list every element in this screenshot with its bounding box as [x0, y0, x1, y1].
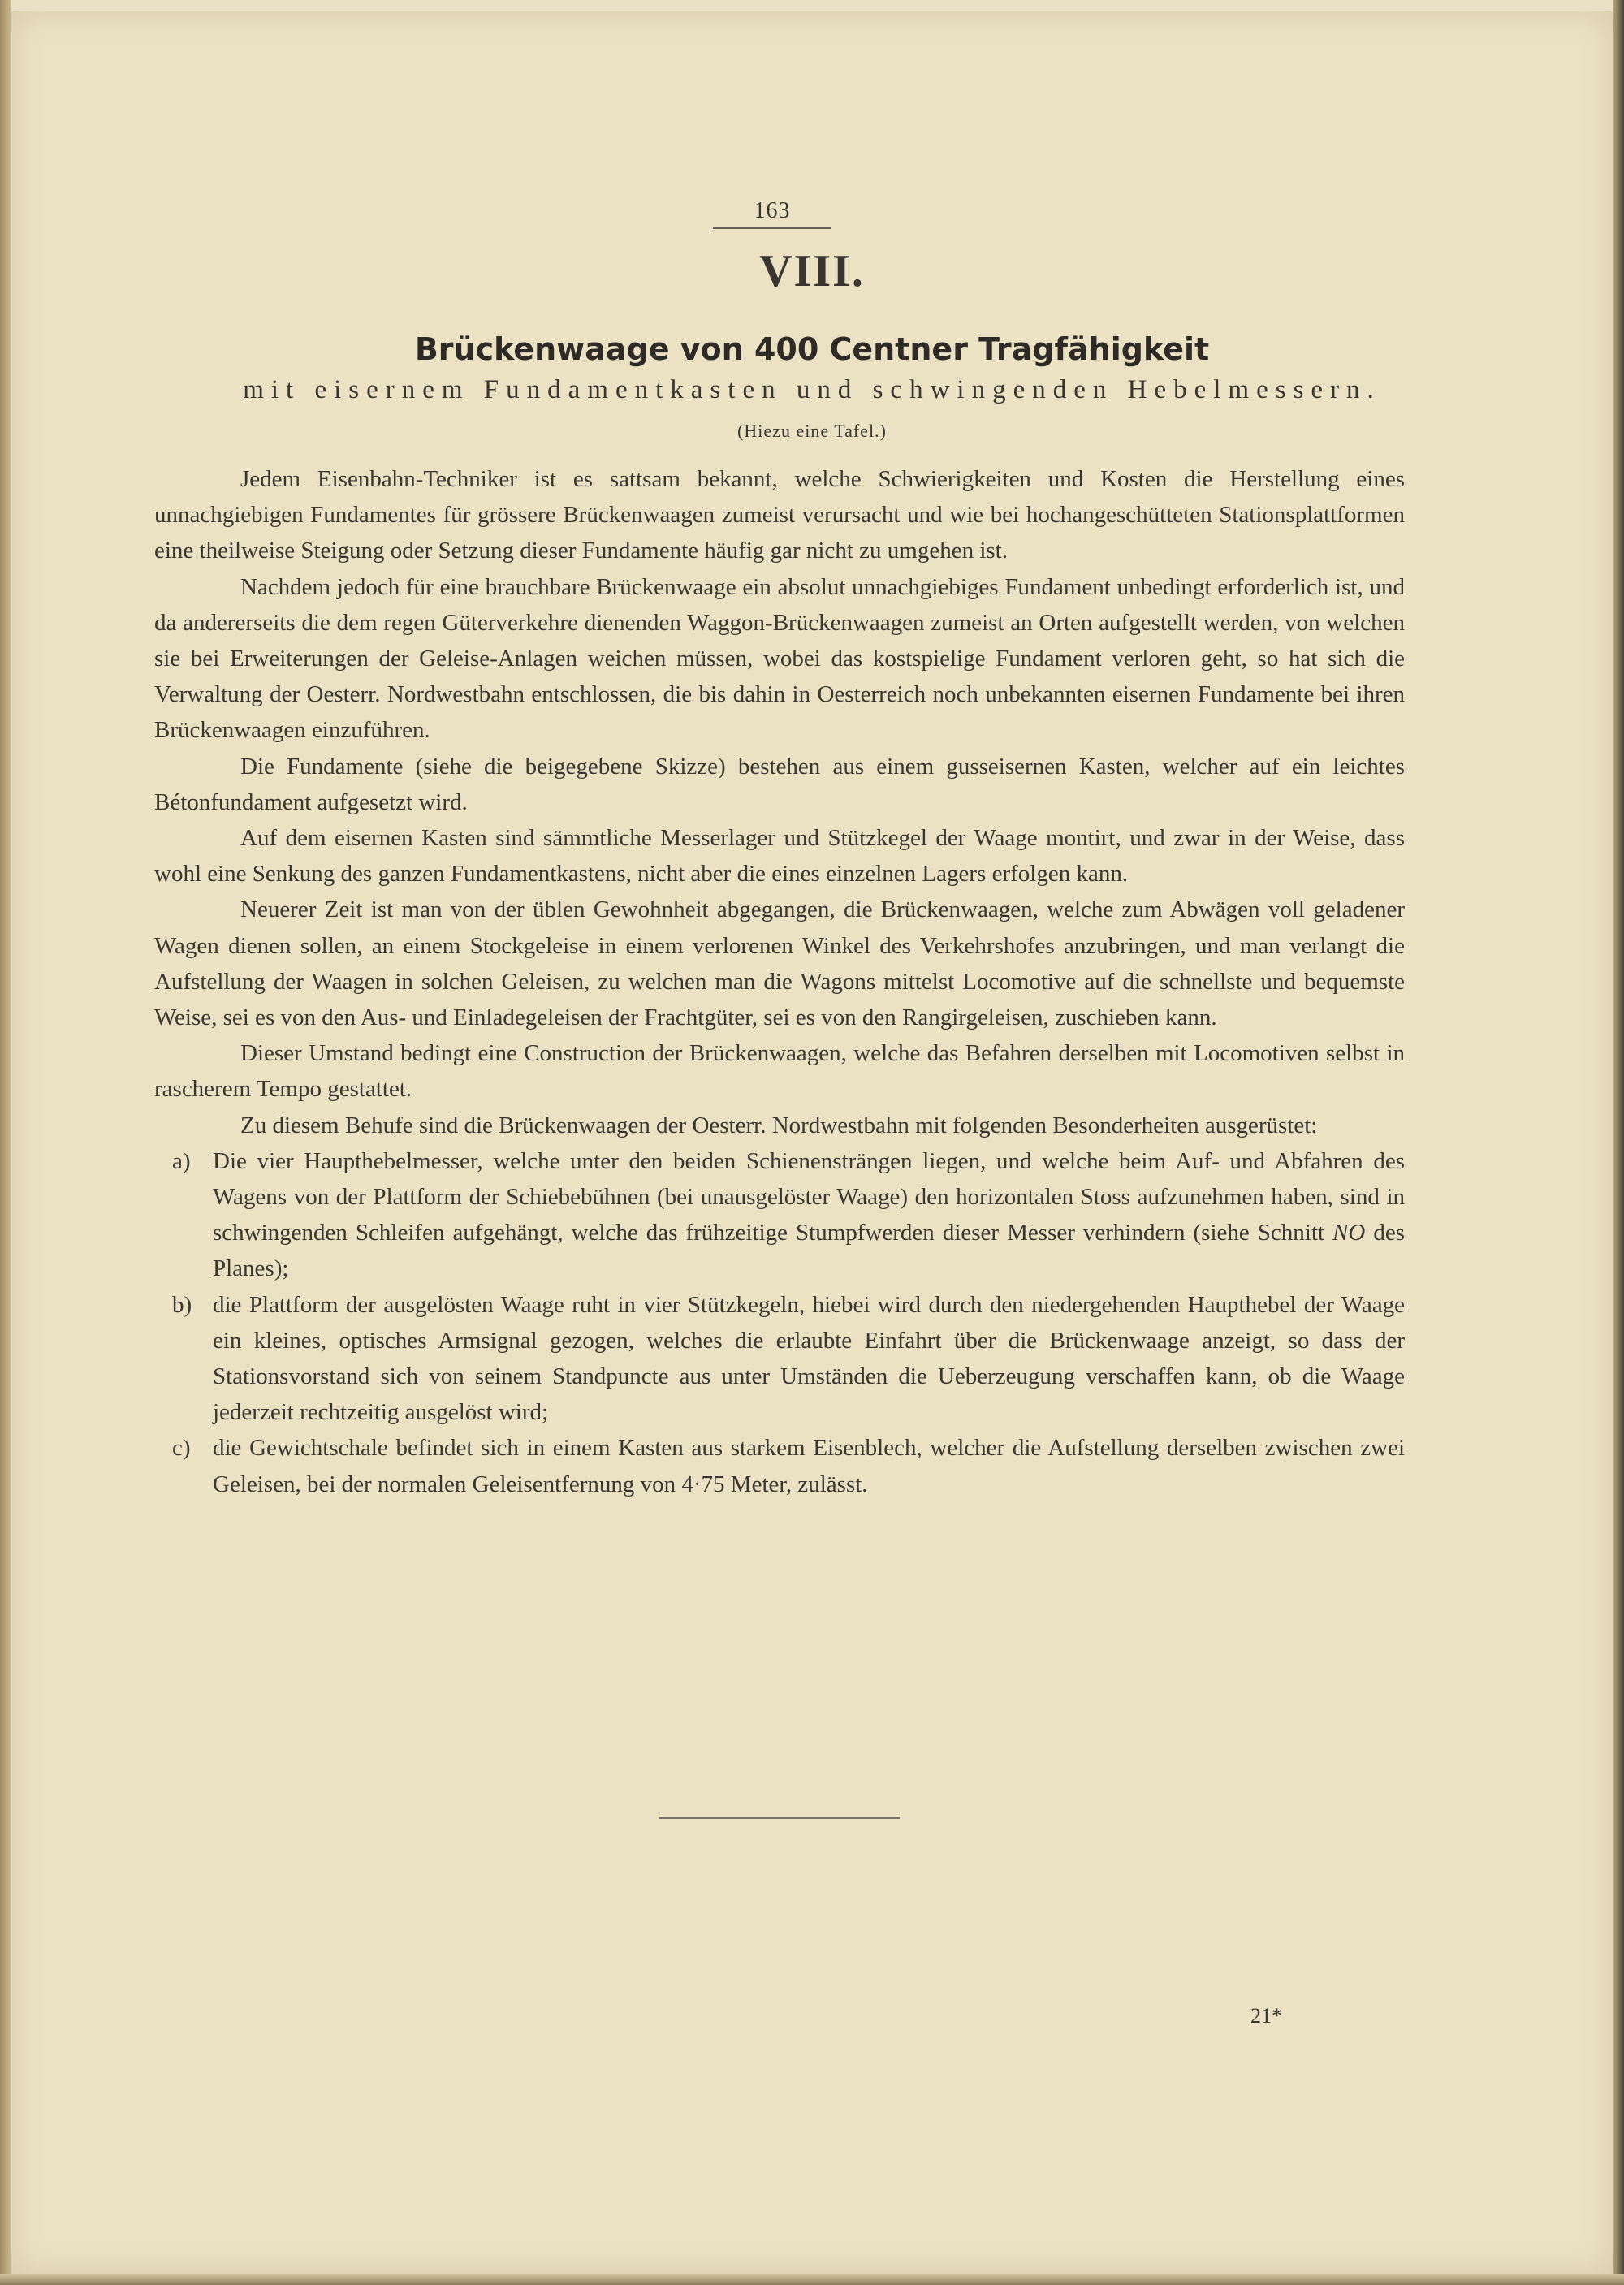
article-title: Brückenwaage von 400 Centner Tragfähigkeit	[414, 331, 1210, 367]
page-edge-bottom	[0, 2274, 1624, 2285]
list-item-text-end: des Planes);	[213, 1220, 1405, 1282]
paragraph: Die Fundamente (siehe die beigegebene Skizze) bestehen aus einem gusseisernen Kasten, welcher auf ein leichtes Bétonfundament aufgesetzt wird.	[154, 753, 1405, 815]
feature-list	[154, 1143, 1405, 1502]
header-rule	[713, 227, 831, 229]
list-marker: b)	[172, 1291, 192, 1318]
book-spine-shadow	[0, 0, 11, 2285]
paragraph: Dieser Umstand bedingt eine Construction der Brückenwaagen, welche das Befahren derselben mit Locomotiven selbst in rascherem Tempo gestattet.	[154, 1040, 1405, 1103]
page-number: 163	[754, 198, 791, 223]
chapter-heading: VIII.	[759, 246, 865, 296]
list-item	[154, 1143, 1405, 1287]
list-marker: c)	[172, 1435, 191, 1462]
page-edge-right	[1613, 0, 1624, 2285]
paragraph: Zu diesem Behufe sind die Brückenwaagen der Oesterr. Nordwestbahn mit folgenden Besonderheiten ausgerüstet:	[240, 1112, 1318, 1138]
plate-note: (Hiezu eine Tafel.)	[737, 421, 887, 441]
list-item-text: die Plattform der ausgelösten Waage ruht in vier Stützkegeln, hiebei wird durch den niedergehenden Haupthebel der Waage ein kleines, optisches Armsignal gezogen, welches die erlaubte Einfahrt über die Brückenwaage anzeigt, so dass der Stationsvorstand sich von seinem Standpuncte aus unter Umständen die Ueberzeugung verschaffen kann, ob die Waage jederzeit rechtzeitig ausgelöst wird;	[213, 1291, 1405, 1426]
signature-mark: 21*	[1250, 2004, 1282, 2028]
paragraph: Neuerer Zeit ist man von der üblen Gewohnheit abgegangen, die Brückenwaagen, welche zum Abwägen voll geladener Wagen dienen sollen, an einem Stockgeleise in einem verlorenen Winkel des Verkehrshofes anzubringen, und man verlangt die Aufstellung der Waagen in solchen Geleisen, zu welchen man die Wagons mittelst Locomotive auf die schnellste und bequemste Weise, sei es von den Aus- und Einladegeleisen der Frachtgüter, sei es von den Rangirgeleisen, zuschieben kann.	[154, 896, 1405, 1031]
paragraph: Nachdem jedoch für eine brauchbare Brückenwaage ein absolut unnachgiebiges Fundament unbedingt erforderlich ist, und da andererseits die dem regen Güterverkehre dienenden Waggon-Brückenwaagen zumeist an Orten aufgestellt werden, von welchen sie bei Erweiterungen der Geleise-Anlagen weichen müssen, wobei das kostspielige Fundament verloren geht, so hat sich die Verwaltung der Oesterr. Nordwestbahn entschlossen, die bis dahin in Oesterreich noch unbekannten eisernen Fundamente bei ihren Brückenwaagen einzuführen.	[154, 573, 1405, 744]
list-item-text: Die vier Haupthebelmesser, welche unter den beiden Schienensträngen liegen, und welche beim Auf- und Abfahren des Wagens von der Plattform der Schiebebühnen (bei unausgelöster Waage) den horizontalen Stoss aufzunehmen haben, sind in schwingenden Schleifen aufgehängt, welche das frühzeitige Stumpfwerden dieser Messer verhindern (siehe Schnitt	[213, 1147, 1405, 1246]
list-item-text: die Gewichtschale befindet sich in einem Kasten aus starkem Eisenblech, welcher die Aufstellung derselben zwischen zwei Geleisen, bei der normalen Geleisentfernung von 4·75 Meter, zulässt.	[213, 1435, 1405, 1497]
closing-rule	[659, 1817, 900, 1819]
list-item	[154, 1287, 1405, 1431]
paragraph: Auf dem eisernen Kasten sind sämmtliche Messerlager und Stützkegel der Waage montirt, und zwar in der Weise, dass wohl eine Senkung des ganzen Fundamentkastens, nicht aber die eines einzelnen Lagers erfolgen kann.	[154, 825, 1405, 888]
list-marker: a)	[172, 1147, 191, 1174]
article-subtitle: mit eisernem Fundamentkasten und schwingenden Hebelmessern.	[243, 375, 1381, 404]
list-item	[154, 1430, 1405, 1501]
list-item-emphasis: NO	[1332, 1220, 1366, 1246]
paragraph: Jedem Eisenbahn-Techniker ist es sattsam bekannt, welche Schwierigkeiten und Kosten die Herstellung eines unnachgiebigen Fundamentes für grössere Brückenwaagen zumeist verursacht und wie bei hochangeschütteten Stationsplattformen eine theilweise Steigung oder Setzung dieser Fundamente häufig gar nicht zu umgehen ist.	[154, 466, 1405, 564]
article-body	[154, 461, 1405, 1502]
